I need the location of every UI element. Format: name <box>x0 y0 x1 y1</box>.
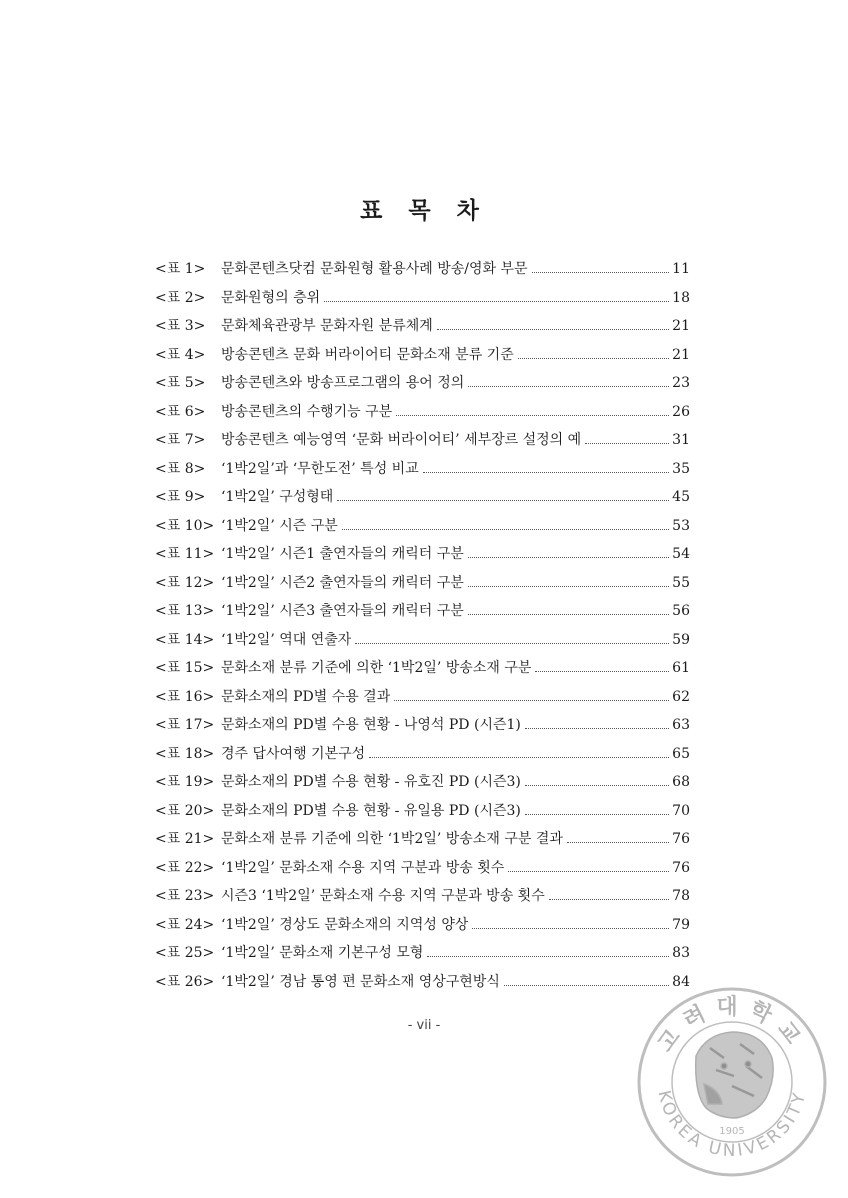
toc-entry-page: 59 <box>672 631 690 648</box>
dot-leader <box>394 700 669 701</box>
toc-entry-page: 68 <box>672 774 690 790</box>
toc-entry-page: 45 <box>672 489 690 505</box>
toc-entry-page: 76 <box>672 859 690 876</box>
dot-leader <box>468 386 669 387</box>
toc-entry-label: <표 26> <box>155 973 215 990</box>
tiger-head-icon <box>696 1032 773 1118</box>
toc-entry-page: 54 <box>672 546 690 562</box>
dot-leader <box>427 956 669 957</box>
toc-entry <box>155 600 690 629</box>
toc-entry-page: 18 <box>672 289 690 306</box>
toc-entry-page: 63 <box>672 717 690 733</box>
dot-leader <box>508 871 669 872</box>
toc-entry-label: <표 13> <box>155 603 215 619</box>
toc-entry-page: 83 <box>672 945 690 961</box>
toc-entry-page: 70 <box>672 802 690 819</box>
seal-english-text: KOREA UNIVERSITY <box>653 1088 811 1162</box>
toc-entry-label: <표 16> <box>155 688 215 705</box>
dot-leader <box>549 899 669 900</box>
toc-entry <box>155 258 690 287</box>
toc-entry-title: 문화소재의 PD별 수용 현황 - 나영석 PD (시즌1) <box>221 717 521 733</box>
toc-entry <box>155 828 690 857</box>
toc-entry <box>155 885 690 914</box>
toc-entry-page: 76 <box>672 831 690 847</box>
toc-entry-label: <표 19> <box>155 774 215 790</box>
dot-leader <box>525 785 669 786</box>
toc-entry-title: 문화소재의 PD별 수용 결과 <box>221 688 391 705</box>
toc-entry-title: 방송콘텐츠 예능영역 ‘문화 버라이어티’ 세부장르 설정의 예 <box>221 432 582 448</box>
toc-entry-title: 문화체육관광부 문화자원 분류체계 <box>221 318 433 334</box>
toc-entry <box>155 429 690 458</box>
toc-entry-page: 56 <box>672 603 690 619</box>
toc-entry-title: 문화원형의 층위 <box>221 289 321 306</box>
toc-entry-page: 62 <box>672 688 690 705</box>
toc-entry-page: 78 <box>672 888 690 904</box>
toc-entry <box>155 971 690 1000</box>
toc-entry-title: ‘1박2일’ 시즌3 출연자들의 캐릭터 구분 <box>221 603 464 619</box>
toc-entry-label: <표 11> <box>155 546 215 562</box>
toc-entry-title: ‘1박2일’과 ‘무한도전’ 특성 비교 <box>221 460 419 477</box>
dot-leader <box>437 329 669 330</box>
toc-entry-title: ‘1박2일’ 경상도 문화소재의 지역성 양상 <box>221 916 469 933</box>
dot-leader <box>396 415 669 416</box>
table-of-tables-list <box>155 258 690 999</box>
toc-entry <box>155 657 690 686</box>
toc-entry-title: 방송콘텐츠의 수행기능 구분 <box>221 403 393 420</box>
toc-entry-label: <표 24> <box>155 916 215 933</box>
toc-entry-label: <표 9> <box>155 489 206 505</box>
toc-entry-label: <표 10> <box>155 517 215 534</box>
toc-entry <box>155 942 690 971</box>
dot-leader <box>369 757 669 758</box>
toc-entry-title: ‘1박2일’ 시즌2 출연자들의 캐릭터 구분 <box>221 574 464 591</box>
dot-leader <box>355 643 669 644</box>
toc-entry-page: 23 <box>672 375 690 391</box>
toc-entry-page: 21 <box>672 318 690 334</box>
toc-entry-label: <표 22> <box>155 859 215 876</box>
dot-leader <box>518 358 669 359</box>
toc-entry-title: 방송콘텐츠와 방송프로그램의 용어 정의 <box>221 375 465 391</box>
toc-entry-page: 65 <box>672 745 690 762</box>
toc-entry-page: 26 <box>672 403 690 420</box>
toc-entry-title: ‘1박2일’ 역대 연출자 <box>221 631 352 648</box>
dot-leader <box>468 557 669 558</box>
toc-entry-label: <표 5> <box>155 375 206 391</box>
seal-year: 1905 <box>719 1126 745 1137</box>
toc-entry-title: 문화콘텐츠닷컴 문화원형 활용사례 방송/영화 부문 <box>221 261 528 277</box>
toc-entry <box>155 543 690 572</box>
toc-entry-title: 경주 답사여행 기본구성 <box>221 745 366 762</box>
toc-entry-label: <표 2> <box>155 289 206 306</box>
toc-entry-title: 문화소재 분류 기준에 의한 ‘1박2일’ 방송소재 구분 결과 <box>221 831 563 847</box>
toc-entry-label: <표 7> <box>155 432 206 448</box>
toc-entry <box>155 771 690 800</box>
toc-entry-label: <표 15> <box>155 660 215 676</box>
toc-entry-title: ‘1박2일’ 시즌 구분 <box>221 517 338 534</box>
toc-entry-title: ‘1박2일’ 문화소재 수용 지역 구분과 방송 횟수 <box>221 859 505 876</box>
dot-leader <box>525 814 669 815</box>
toc-entry-label: <표 21> <box>155 831 215 847</box>
dot-leader <box>337 500 669 501</box>
toc-entry-label: <표 17> <box>155 717 215 733</box>
dot-leader <box>342 529 669 530</box>
toc-entry-label: <표 1> <box>155 261 206 277</box>
dot-leader <box>567 842 669 843</box>
toc-entry <box>155 315 690 344</box>
toc-entry <box>155 344 690 373</box>
toc-entry-page: 84 <box>672 973 690 990</box>
page-number: - vii - <box>407 1018 441 1033</box>
dot-leader <box>472 928 669 929</box>
toc-entry <box>155 800 690 829</box>
toc-entry-label: <표 20> <box>155 802 215 819</box>
toc-entry-title: 시즌3 ‘1박2일’ 문화소재 수용 지역 구분과 방송 횟수 <box>221 888 545 904</box>
toc-entry-page: 11 <box>672 261 690 277</box>
toc-entry-page: 31 <box>672 432 690 448</box>
toc-entry-title: ‘1박2일’ 문화소재 기본구성 모형 <box>221 945 424 961</box>
toc-entry <box>155 287 690 316</box>
toc-entry <box>155 714 690 743</box>
toc-entry-label: <표 12> <box>155 574 215 591</box>
toc-entry <box>155 515 690 544</box>
toc-entry-label: <표 3> <box>155 318 206 334</box>
toc-entry-label: <표 8> <box>155 460 206 477</box>
toc-entry-title: 방송콘텐츠 문화 버라이어티 문화소재 분류 기준 <box>221 346 514 363</box>
toc-entry <box>155 572 690 601</box>
toc-entry-label: <표 25> <box>155 945 215 961</box>
toc-entry-page: 35 <box>672 460 690 477</box>
toc-entry-label: <표 14> <box>155 631 215 648</box>
toc-entry-page: 21 <box>672 346 690 363</box>
toc-entry-label: <표 4> <box>155 346 206 363</box>
dot-leader <box>423 472 669 473</box>
toc-entry-title: 문화소재의 PD별 수용 현황 - 유일용 PD (시즌3) <box>221 802 521 819</box>
toc-entry <box>155 486 690 515</box>
toc-entry-page: 79 <box>672 916 690 933</box>
toc-entry-title: 문화소재의 PD별 수용 현황 - 유호진 PD (시즌3) <box>221 774 521 790</box>
korea-university-seal-icon <box>636 986 828 1178</box>
toc-entry <box>155 629 690 658</box>
toc-entry <box>155 458 690 487</box>
dot-leader <box>468 614 669 615</box>
toc-entry <box>155 401 690 430</box>
toc-entry-title: ‘1박2일’ 경남 통영 편 문화소재 영상구현방식 <box>221 973 500 990</box>
toc-entry <box>155 857 690 886</box>
dot-leader <box>525 728 669 729</box>
toc-entry <box>155 686 690 715</box>
toc-entry-title: 문화소재 분류 기준에 의한 ‘1박2일’ 방송소재 구분 <box>221 660 532 676</box>
dot-leader <box>324 301 669 302</box>
toc-entry-label: <표 23> <box>155 888 215 904</box>
toc-entry <box>155 914 690 943</box>
dot-leader <box>585 443 669 444</box>
seal-korean-text: 고려대학교 <box>653 995 811 1057</box>
dot-leader <box>468 586 669 587</box>
page-title: 표 목 차 <box>360 198 488 224</box>
toc-entry <box>155 743 690 772</box>
toc-entry-label: <표 6> <box>155 403 206 420</box>
toc-entry-title: ‘1박2일’ 구성형태 <box>221 489 334 505</box>
toc-entry-title: ‘1박2일’ 시즌1 출연자들의 캐릭터 구분 <box>221 546 464 562</box>
toc-entry-page: 61 <box>672 660 690 676</box>
toc-entry-label: <표 18> <box>155 745 215 762</box>
dot-leader <box>535 671 669 672</box>
toc-entry-page: 55 <box>672 574 690 591</box>
dot-leader <box>532 272 670 273</box>
toc-entry <box>155 372 690 401</box>
toc-entry-page: 53 <box>672 517 690 534</box>
